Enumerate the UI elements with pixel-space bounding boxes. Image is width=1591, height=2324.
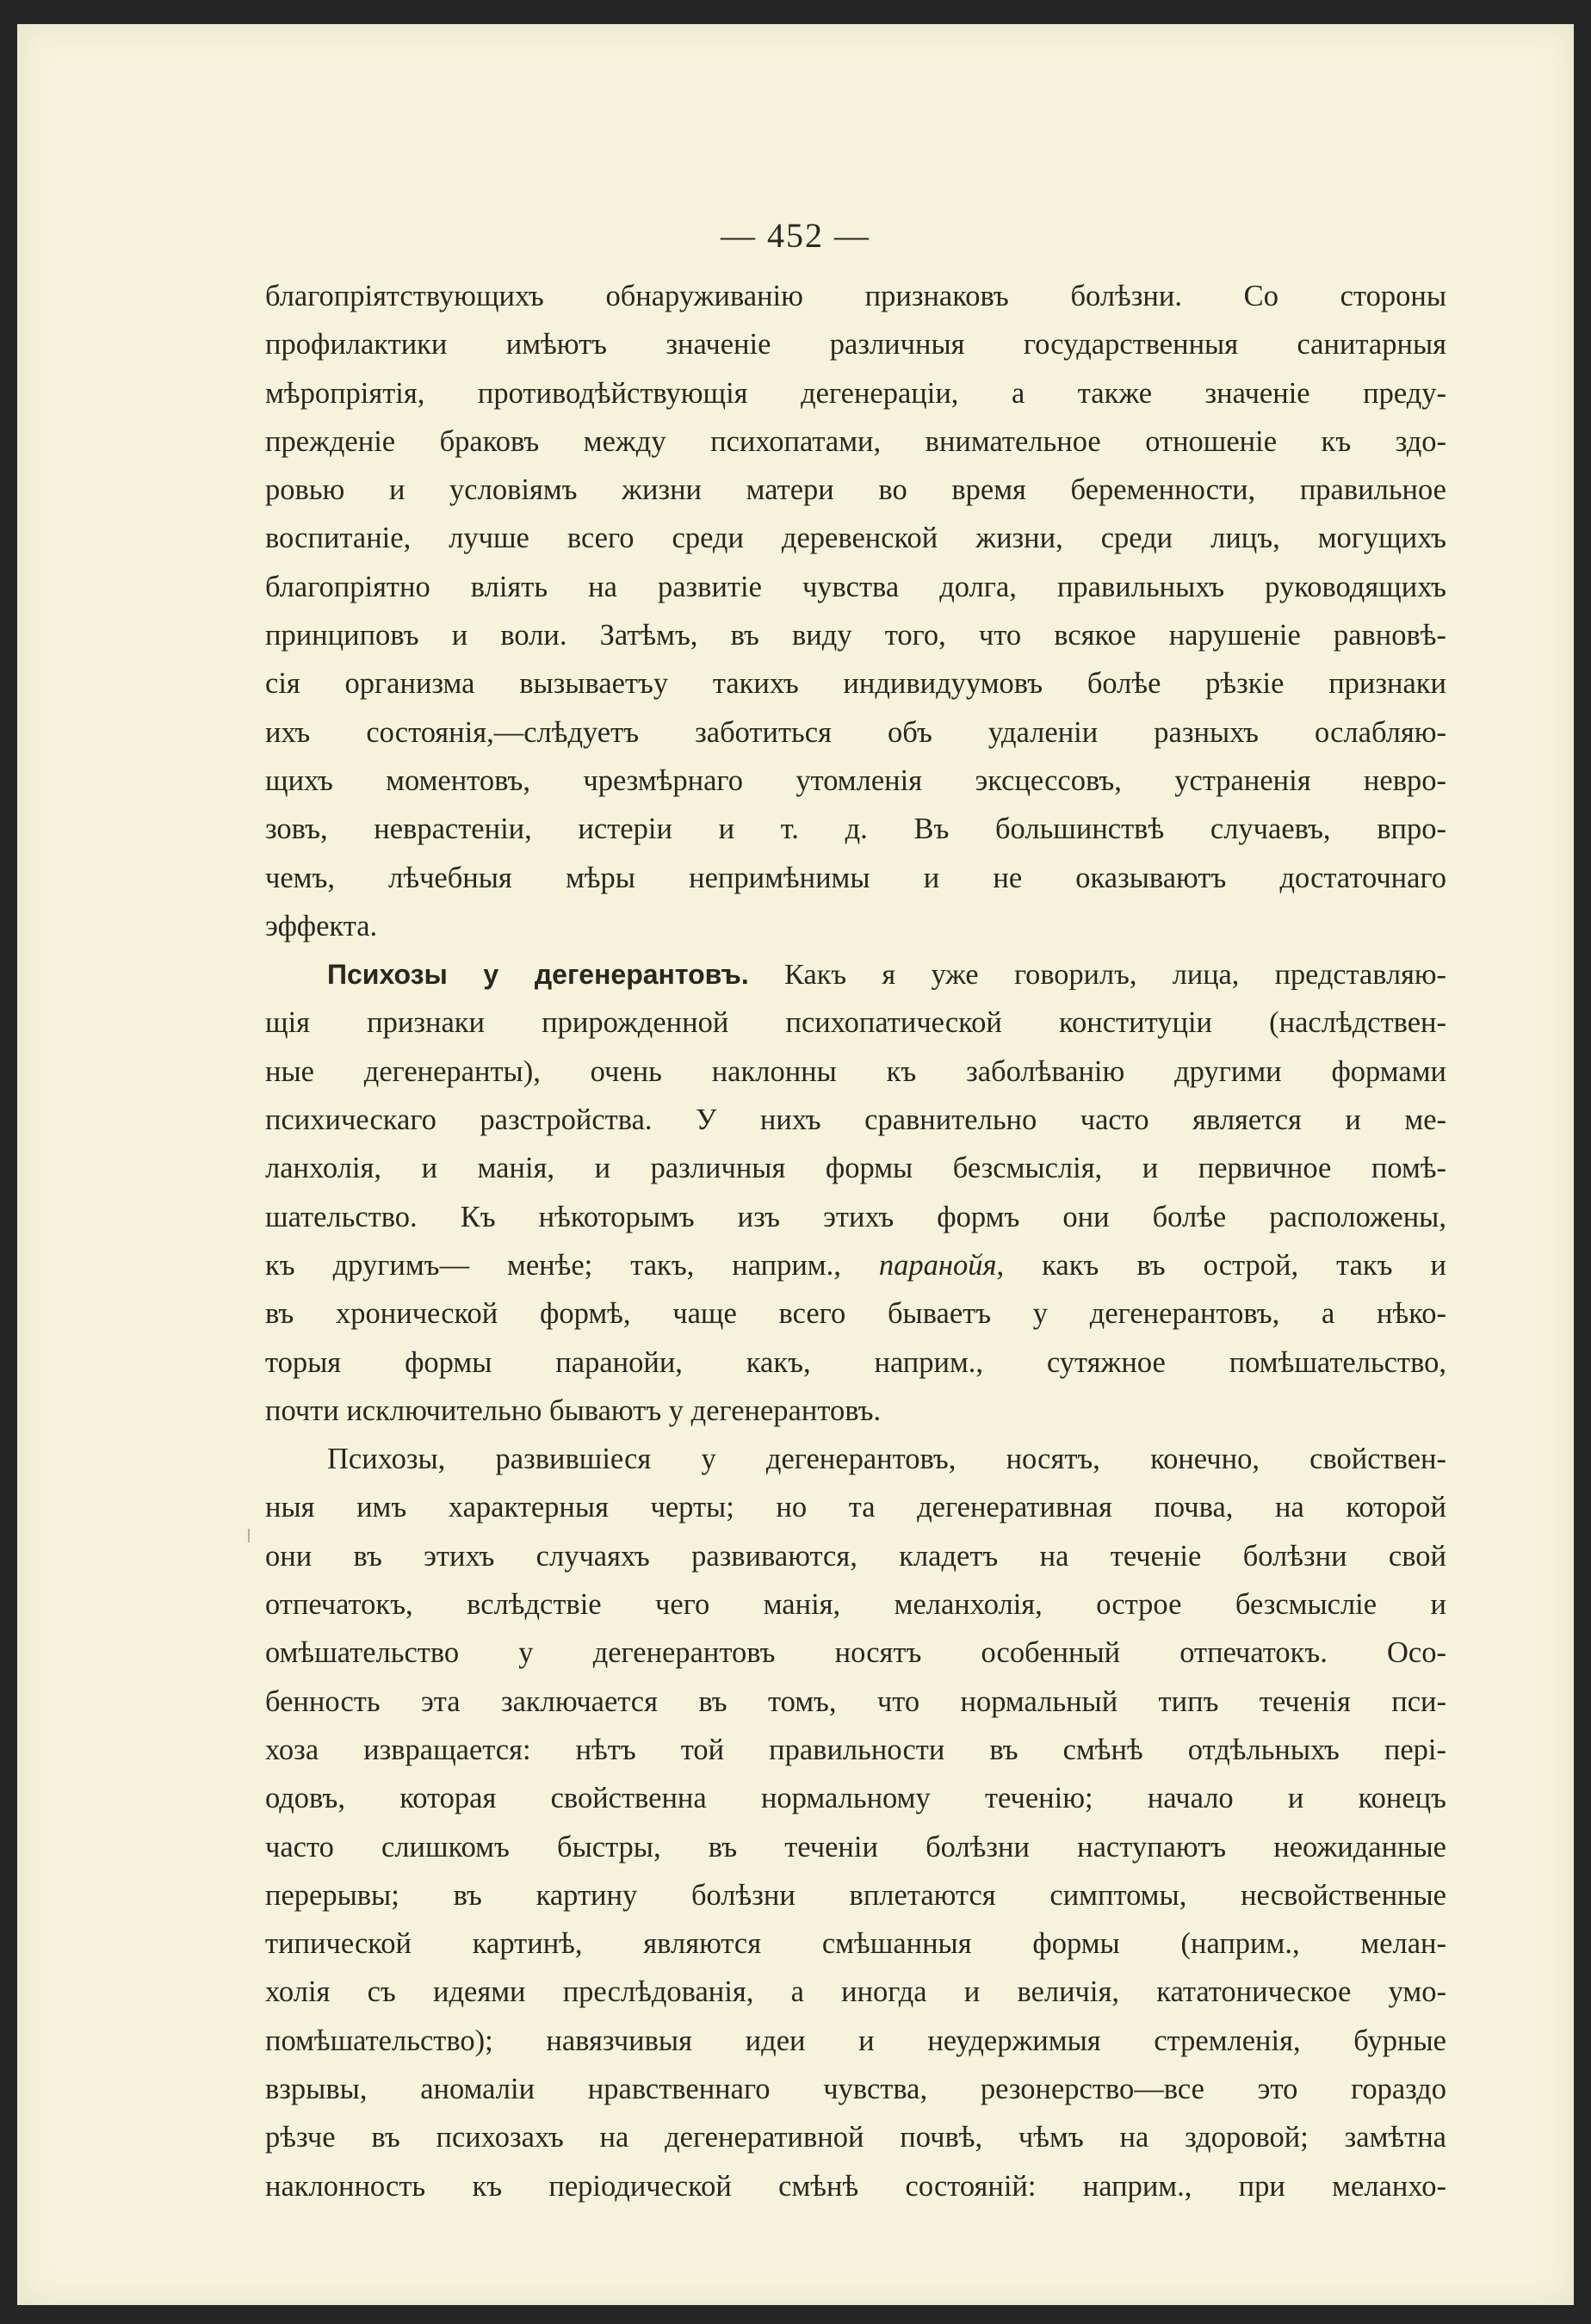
margin-mark (248, 1529, 250, 1542)
text-line: холія съ идеями преслѣдованія, а иногда и величія, кататоническое умо- (265, 1975, 1446, 2009)
italic-term: паранойя (878, 1248, 997, 1282)
text-line: эффекта. (265, 909, 378, 943)
text-line: они въ этихъ случаяхъ развиваются, кладетъ на теченіе болѣзни свой (265, 1539, 1446, 1573)
text-line: мѣропріятія, противодѣйствующія дегенераціи, а также значеніе преду- (265, 376, 1446, 410)
text-line: отпечатокъ, вслѣдствіе чего манія, меланхолія, острое безсмысліе и (265, 1588, 1446, 1622)
text-line: рѣзче въ психозахъ на дегенеративной почвѣ, чѣмъ на здоровой; замѣтна (265, 2121, 1446, 2154)
text-line: зовъ, неврастеніи, истеріи и т. д. Въ большинствѣ случаевъ, впро- (265, 813, 1446, 846)
text-line: типической картинѣ, являются смѣшанныя формы (наприм., мелан- (265, 1927, 1446, 1961)
text-line: омѣшательство у дегенерантовъ носятъ особенный отпечатокъ. Осо- (265, 1636, 1446, 1670)
text-line: наклонность къ періодической смѣнѣ состояній: наприм., при меланхо- (265, 2169, 1446, 2203)
text-line: благопріятствующихъ обнаруживанію признаковъ болѣзни. Со стороны (265, 280, 1446, 312)
text-line: часто слишкомъ быстры, въ теченіи болѣзни наступаютъ неожиданные (265, 1830, 1446, 1864)
text-line: щія признаки прирожденной психопатической конституціи (наслѣдствен- (265, 1006, 1446, 1040)
body-text (265, 272, 1446, 2210)
text-line: прежденіе браковъ между психопатами, внимательное отношеніе къ здо- (265, 424, 1446, 458)
text-line: благопріятно вліять на развитіе чувства долга, правильныхъ руководящихъ (265, 570, 1446, 603)
text-line: ныя имъ характерныя черты; но та дегенеративная почва, на которой (265, 1491, 1446, 1524)
text-line: сія организма вызываетъу такихъ индивидуумовъ болѣе рѣзкіе признаки (265, 667, 1446, 701)
text-line: къ другимъ— менѣе; такъ, наприм., паранойя, какъ въ острой, такъ и (265, 1248, 1446, 1282)
text-line: хоза извращается: нѣтъ той правильности въ смѣнѣ отдѣльныхъ пері- (265, 1733, 1446, 1766)
text-line: шательство. Къ нѣкоторымъ изъ этихъ формъ они болѣе расположены, (265, 1200, 1446, 1233)
text-line: воспитаніе, лучше всего среди деревенской жизни, среди лицъ, могущихъ (265, 522, 1446, 555)
text-line: бенность эта заключается въ томъ, что нормальный типъ теченія пси- (265, 1684, 1446, 1718)
text-line: перерывы; въ картину болѣзни вплетаются симптомы, несвойственные (265, 1878, 1446, 1912)
text-line: профилактики имѣютъ значеніе различныя государственныя санитарныя (265, 328, 1446, 362)
text-line: ланхолія, и манія, и различныя формы безсмыслія, и первичное помѣ- (265, 1152, 1446, 1185)
text-line: Психозы у дегенерантовъ. Какъ я уже говорилъ, лица, представляю- (327, 958, 1446, 992)
page-number: — 452 — (721, 216, 870, 255)
text-line: чемъ, лѣчебныя мѣры непримѣнимы и не оказываютъ достаточнаго (265, 861, 1446, 894)
section-heading: Психозы у дегенерантовъ. (327, 959, 749, 991)
text-line: торыя формы паранойи, какъ, наприм., сутяжное помѣшательство, (265, 1345, 1446, 1379)
text-line: въ хронической формѣ, чаще всего бываетъ у дегенерантовъ, а нѣко- (265, 1297, 1446, 1331)
text-line: взрывы, аномаліи нравственнаго чувства, резонерство—все это гораздо (265, 2072, 1446, 2105)
text-line: ные дегенеранты), очень наклонны къ заболѣванію другими формами (265, 1054, 1446, 1088)
text-line: Психозы, развившіеся у дегенерантовъ, носятъ, конечно, свойствен- (327, 1443, 1446, 1476)
text-line: ровью и условіямъ жизни матери во время беременности, правильное (265, 473, 1446, 507)
text-line: щихъ моментовъ, чрезмѣрнаго утомленія эксцессовъ, устраненія невро- (265, 763, 1446, 797)
text-line: ихъ состоянія,—слѣдуетъ заботиться объ удаленіи разныхъ ослабляю- (265, 715, 1446, 749)
text-line: помѣшательство); навязчивыя идеи и неудержимыя стремленія, бурные (265, 2024, 1446, 2057)
text-line: почти исключительно бываютъ у дегенерантовъ. (265, 1394, 882, 1427)
text-line: одовъ, которая свойственна нормальному теченію; начало и конецъ (265, 1782, 1446, 1815)
text-line: психическаго разстройства. У нихъ сравнительно часто является и ме- (265, 1103, 1446, 1137)
text-line: принциповъ и воли. Затѣмъ, въ виду того, что всякое нарушеніе равновѣ- (265, 619, 1446, 652)
